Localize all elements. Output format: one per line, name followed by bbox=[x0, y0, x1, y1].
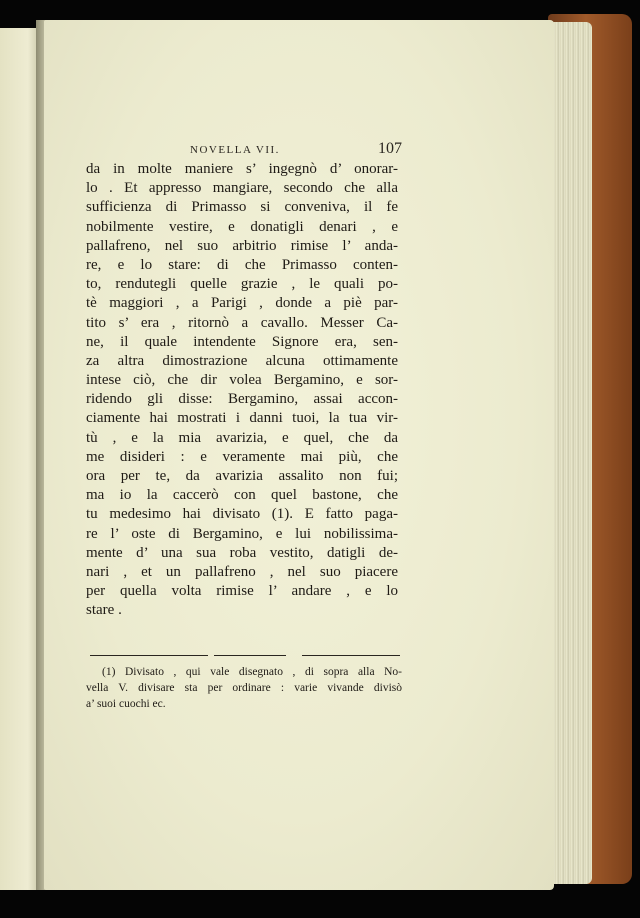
running-head: NOVELLA VII. bbox=[190, 144, 280, 156]
text-line: ne, il quale intendente Signore era, sen- bbox=[86, 333, 398, 350]
footnote bbox=[86, 664, 402, 712]
text-line: re l’ oste di Bergamino, e lui nobilissima- bbox=[86, 525, 398, 542]
text-line: lo . Et appresso mangiare, secondo che alla bbox=[86, 180, 398, 197]
page-number: 107 bbox=[378, 140, 402, 157]
text-line: intese ciò, che dir volea Bergamino, e sor- bbox=[86, 372, 398, 389]
text-line: per quella volta rimise l’ andare , e lo bbox=[86, 583, 398, 600]
left-page-edge bbox=[0, 28, 40, 890]
text-line: to, rendutegli quelle grazie , le quali po- bbox=[86, 276, 398, 293]
footnote-rule bbox=[214, 655, 286, 656]
text-line: pallafreno, nel suo arbitrio rimise l’ anda- bbox=[86, 237, 398, 254]
text-line: nobilmente vestire, e donatigli denari , e bbox=[86, 218, 398, 235]
text-line: za altra dimostrazione alcuna ottimamente bbox=[86, 352, 398, 369]
text-line: me disideri : e veramente mai più, che bbox=[86, 448, 398, 465]
text-line: ciamente hai mostrati i danni tuoi, la tua vir- bbox=[86, 410, 398, 427]
footnote-rule bbox=[90, 655, 208, 656]
body-text bbox=[86, 160, 398, 621]
text-line: re, e lo stare: di che Primasso conten- bbox=[86, 256, 398, 273]
text-line: ridendo gli disse: Bergamino, assai accon- bbox=[86, 391, 398, 408]
footnote-rule bbox=[302, 655, 400, 656]
text-line: mente d’ una sua roba vestito, datigli de- bbox=[86, 544, 398, 561]
text-line: tè maggiori , a Parigi , donde a piè par- bbox=[86, 295, 398, 312]
text-line: sufficienza di Primasso si conveniva, il fe bbox=[86, 199, 398, 216]
text-line: nari , et un pallafreno , nel suo piacere bbox=[86, 563, 398, 580]
text-line: ora per te, da avarizia assalito non fui; bbox=[86, 468, 398, 484]
text-line: tu medesimo hai divisato (1). E fatto paga- bbox=[86, 506, 398, 523]
text-line: da in molte maniere s’ ingegnò d’ onorar- bbox=[86, 161, 398, 177]
text-line: stare . bbox=[86, 602, 122, 619]
text-line: tito s’ era , ritornò a cavallo. Messer Ca- bbox=[86, 314, 398, 331]
footnote-line: vella V. divisare sta per ordinare : varie vivande divisò bbox=[86, 682, 402, 694]
footnote-line: a’ suoi cuochi ec. bbox=[86, 698, 166, 710]
text-line: tù , e la mia avarizia, e quel, che da bbox=[86, 429, 398, 446]
footnote-line: (1) Divisato , qui vale disegnato , di sopra alla No- bbox=[102, 666, 402, 678]
text-line: ma io la caccerò con quel bastone, che bbox=[86, 487, 398, 504]
